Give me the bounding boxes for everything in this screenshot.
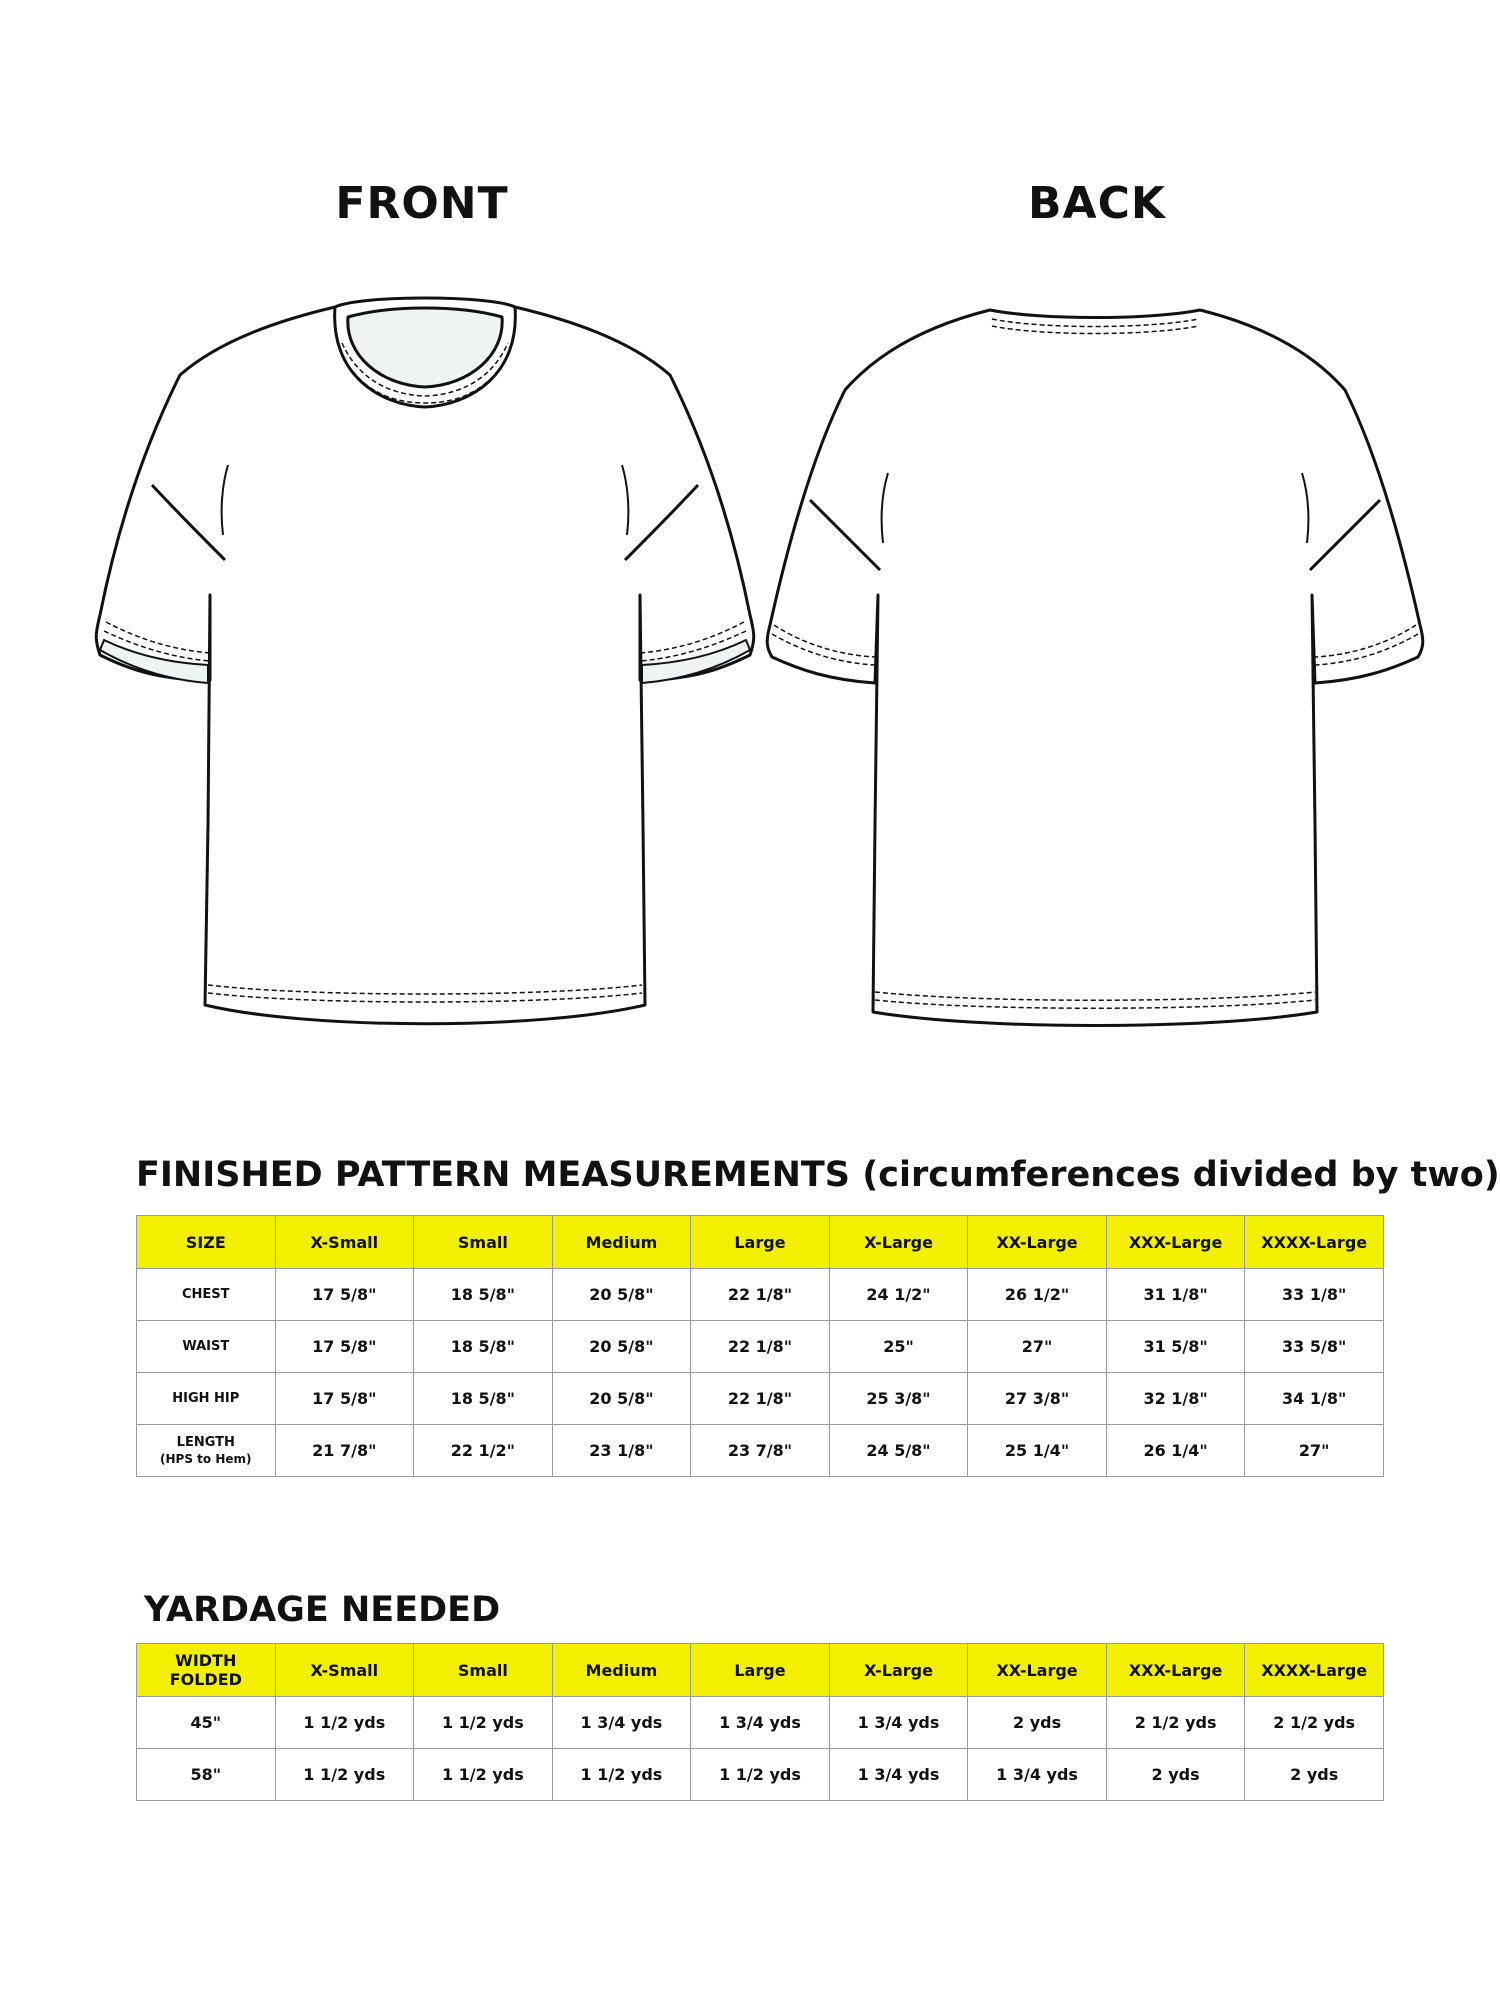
front-tshirt-illustration — [90, 295, 760, 1055]
row-label: 45" — [137, 1697, 276, 1749]
yardage-header-row — [137, 1644, 1384, 1697]
header-cell: X-Small — [275, 1644, 414, 1697]
measurements-header-row — [137, 1216, 1384, 1269]
table-cell: 2 yds — [1245, 1749, 1384, 1801]
table-cell: 17 5/8" — [275, 1269, 414, 1321]
table-cell: 18 5/8" — [414, 1269, 553, 1321]
table-cell: 1 1/2 yds — [691, 1749, 830, 1801]
table-cell: 22 1/2" — [414, 1425, 553, 1477]
header-cell: XXX-Large — [1106, 1644, 1245, 1697]
table-cell: 18 5/8" — [414, 1321, 553, 1373]
back-body-outline — [767, 310, 1423, 1026]
table-cell: 25 1/4" — [968, 1425, 1107, 1477]
table-cell: 25" — [829, 1321, 968, 1373]
table-cell: 1 3/4 yds — [552, 1697, 691, 1749]
table-cell: 1 1/2 yds — [275, 1749, 414, 1801]
table-cell: 23 7/8" — [691, 1425, 830, 1477]
table-cell: 1 3/4 yds — [968, 1749, 1107, 1801]
table-cell: 27" — [968, 1321, 1107, 1373]
table-cell: 22 1/8" — [691, 1321, 830, 1373]
row-label-main: LENGTH — [176, 1434, 235, 1450]
table-cell: 1 1/2 yds — [414, 1749, 553, 1801]
table-cell: 26 1/4" — [1106, 1425, 1245, 1477]
table-row — [137, 1697, 1384, 1749]
table-cell: 25 3/8" — [829, 1373, 968, 1425]
yardage-table — [136, 1643, 1384, 1801]
measurements-table — [136, 1215, 1384, 1477]
header-line: WIDTH — [175, 1651, 237, 1670]
header-cell: Medium — [552, 1216, 691, 1269]
header-cell: Small — [414, 1216, 553, 1269]
table-row — [137, 1373, 1384, 1425]
table-cell: 33 5/8" — [1245, 1321, 1384, 1373]
table-cell: 26 1/2" — [968, 1269, 1107, 1321]
table-cell: 34 1/8" — [1245, 1373, 1384, 1425]
table-cell: 31 1/8" — [1106, 1269, 1245, 1321]
table-cell: 20 5/8" — [552, 1321, 691, 1373]
row-label: 58" — [137, 1749, 276, 1801]
header-cell: Large — [691, 1216, 830, 1269]
table-cell: 31 5/8" — [1106, 1321, 1245, 1373]
table-cell: 27" — [1245, 1425, 1384, 1477]
header-cell: SIZE — [137, 1216, 276, 1269]
table-row — [137, 1321, 1384, 1373]
table-cell: 27 3/8" — [968, 1373, 1107, 1425]
table-cell: 1 1/2 yds — [552, 1749, 691, 1801]
header-cell: XXX-Large — [1106, 1216, 1245, 1269]
table-cell: 23 1/8" — [552, 1425, 691, 1477]
row-label-sub: (HPS to Hem) — [160, 1451, 252, 1466]
table-row — [137, 1269, 1384, 1321]
table-cell: 2 1/2 yds — [1245, 1697, 1384, 1749]
header-line: FOLDED — [169, 1670, 242, 1689]
table-cell: 22 1/8" — [691, 1373, 830, 1425]
table-cell: 2 yds — [968, 1697, 1107, 1749]
table-cell: 1 1/2 yds — [414, 1697, 553, 1749]
table-cell: 33 1/8" — [1245, 1269, 1384, 1321]
table-row — [137, 1425, 1384, 1477]
header-cell: X-Large — [829, 1216, 968, 1269]
row-label: CHEST — [137, 1269, 276, 1321]
table-cell: 20 5/8" — [552, 1373, 691, 1425]
table-cell: 1 1/2 yds — [275, 1697, 414, 1749]
header-cell: X-Small — [275, 1216, 414, 1269]
header-cell: Medium — [552, 1644, 691, 1697]
table-cell: 1 3/4 yds — [829, 1697, 968, 1749]
table-cell: 17 5/8" — [275, 1321, 414, 1373]
header-cell: XX-Large — [968, 1216, 1107, 1269]
row-label: WAIST — [137, 1321, 276, 1373]
table-cell: 18 5/8" — [414, 1373, 553, 1425]
row-label: HIGH HIP — [137, 1373, 276, 1425]
table-cell: 21 7/8" — [275, 1425, 414, 1477]
yardage-title: YARDAGE NEEDED — [144, 1590, 501, 1630]
header-cell: Small — [414, 1644, 553, 1697]
table-cell: 2 1/2 yds — [1106, 1697, 1245, 1749]
measurements-title: FINISHED PATTERN MEASUREMENTS (circumferences divided by two) — [136, 1155, 1500, 1195]
table-cell: 1 3/4 yds — [829, 1749, 968, 1801]
table-cell: 2 yds — [1106, 1749, 1245, 1801]
back-tshirt-illustration — [760, 295, 1430, 1055]
row-label — [137, 1425, 276, 1477]
table-cell: 32 1/8" — [1106, 1373, 1245, 1425]
table-cell: 1 3/4 yds — [691, 1697, 830, 1749]
table-cell: 24 5/8" — [829, 1425, 968, 1477]
header-cell: XXXX-Large — [1245, 1644, 1384, 1697]
table-cell: 20 5/8" — [552, 1269, 691, 1321]
table-cell: 22 1/8" — [691, 1269, 830, 1321]
table-cell: 24 1/2" — [829, 1269, 968, 1321]
header-cell: Large — [691, 1644, 830, 1697]
back-view-title: BACK — [1028, 178, 1166, 229]
header-cell: XXXX-Large — [1245, 1216, 1384, 1269]
table-cell: 17 5/8" — [275, 1373, 414, 1425]
header-cell — [137, 1644, 276, 1697]
header-cell: X-Large — [829, 1644, 968, 1697]
header-cell: XX-Large — [968, 1644, 1107, 1697]
front-view-title: FRONT — [335, 178, 509, 229]
table-row — [137, 1749, 1384, 1801]
